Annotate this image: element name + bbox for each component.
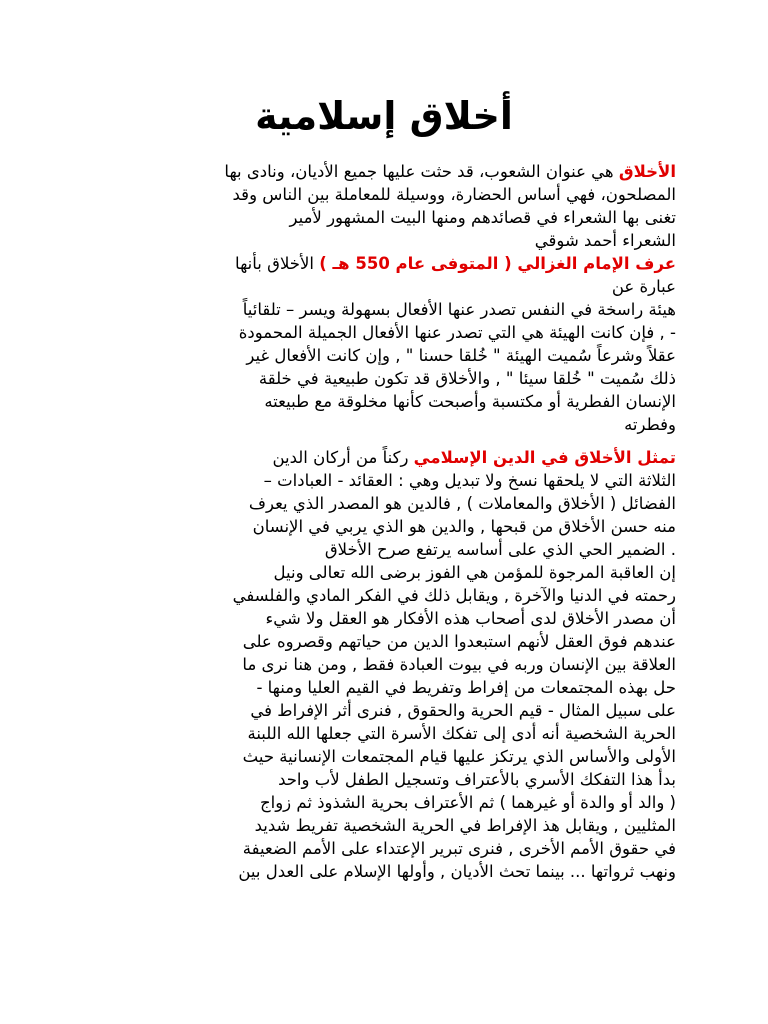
paragraph-gap — [94, 436, 676, 446]
p2-line-2: عبارة عن — [611, 277, 676, 296]
p3-line-7: رحمته في الدنيا والآخرة , ويقابل ذلك في الفكر المادي والفلسفي — [232, 586, 676, 605]
p1-line-3: تغنى بها الشعراء في قصائدهم ومنها البيت المشهور لأمير — [289, 208, 676, 227]
p2-line-3: هيئة راسخة في النفس تصدر عنها الأفعال بسهولة ويسر – تلقائياً — [242, 300, 676, 319]
p2-line-5: عقلاً وشرعاً سُميت الهيئة " خُلقا حسنا " , وإن كانت الأفعال غير — [246, 346, 676, 365]
p3-line-10: العلاقة بين الإنسان وربه في بيوت العبادة فقط , ومن هنا نرى ما — [242, 655, 676, 674]
p3-line-17: المثليين , ويقابل هذ الإفراط في الحرية الشخصية تفريط شديد — [254, 816, 676, 835]
p3-line-18: في حقوق الأمم الأخرى , فنرى تبرير الإعتداء على الأمم الضعيفة — [242, 839, 676, 858]
p3-line-9: عندهم فوق العقل لأنهم استبعدوا الدين من حياتهم وقصروه على — [242, 632, 676, 651]
p2-line-1: عرف الإمام الغزالي ( المتوفى عام 550 هـ ) الأخلاق بأنها — [235, 254, 676, 273]
p3-line-6: إن العاقبة المرجوة للمؤمن هي الفوز برضى الله تعالى ونيل — [273, 563, 676, 582]
p3-line-15: بدأ هذا التفكك الأسري بالأعتراف وتسجيل الطفل لأب واحد — [278, 770, 676, 789]
p3-lead-term: تمثل الأخلاق في الدين الإسلامي — [413, 448, 676, 467]
p3-line-12: على سبيل المثال - قيم الحرية والحقوق , فنرى أثر الإفراط في — [250, 701, 676, 720]
p3-line-2: الثلاثة التي لا يلحقها نسخ ولا تبديل وهي : العقائد - العبادات – — [263, 471, 676, 490]
p2-line-4: - , فإن كانت الهيئة هي التي تصدر عنها الأفعال الجميلة المحمودة — [238, 323, 676, 342]
p1-line-1: الأخلاق هي عنوان الشعوب، قد حثت عليها جميع الأديان، ونادى بها — [224, 162, 676, 181]
p1-line-4: الشعراء أحمد شوقي — [534, 231, 676, 250]
page-title: أخلاق إسلامية — [255, 94, 513, 138]
p3-line-8: أن مصدر الأخلاق لدى أصحاب هذه الأفكار هو العقل ولا شيء — [265, 609, 676, 628]
p1-line-2: المصلحون، فهي أساس الحضارة، ووسيلة للمعاملة بين الناس وقد — [232, 185, 676, 204]
p3-line-3: الفضائل ( الأخلاق والمعاملات ) , فالدين هو المصدر الذي يعرف — [248, 494, 676, 513]
p3-line-5: . الضمير الحي الذي على أساسه يرتفع صرح الأخلاق — [324, 540, 676, 559]
p3-line-4: منه حسن الأخلاق من قبحها , والدين هو الذي يربي في الإنسان — [252, 517, 676, 536]
document-body — [94, 160, 676, 883]
p3-line-11: حل بهذه المجتمعات من إفراط وتفريط في القيم العليا ومنها - — [256, 678, 676, 697]
p2-line-7: الإنسان الفطرية أو مكتسبة وأصبحت كأنها مخلوقة مع طبيعته — [264, 392, 676, 411]
p3-line-16: ( والد أو والدة أو غيرهما ) ثم الأعتراف بحرية الشذوذ ثم زواج — [259, 793, 676, 812]
p3-line-19: ونهب ثرواتها ... بينما تحث الأديان , وأولها الإسلام على العدل بين — [238, 862, 676, 881]
p3-line-13: الحرية الشخصية أنه أدى إلى تفكك الأسرة التي جعلها الله اللبنة — [247, 724, 676, 743]
p1-lead-term: الأخلاق — [618, 162, 676, 181]
p2-line-6: ذلك سُميت " خُلقا سيئا " , والأخلاق قد تكون طبيعية في خلقة — [258, 369, 676, 388]
p3-line-14: الأولى والأساس الذي يرتكز عليها قيام المجتمعات الإنسانية حيث — [242, 747, 676, 766]
p3-line-1: تمثل الأخلاق في الدين الإسلامي ركناً من أركان الدين — [272, 448, 676, 467]
p2-line-8: وفطرته — [624, 415, 676, 434]
p2-lead-term: عرف الإمام الغزالي ( المتوفى عام 550 هـ ) — [319, 254, 676, 273]
